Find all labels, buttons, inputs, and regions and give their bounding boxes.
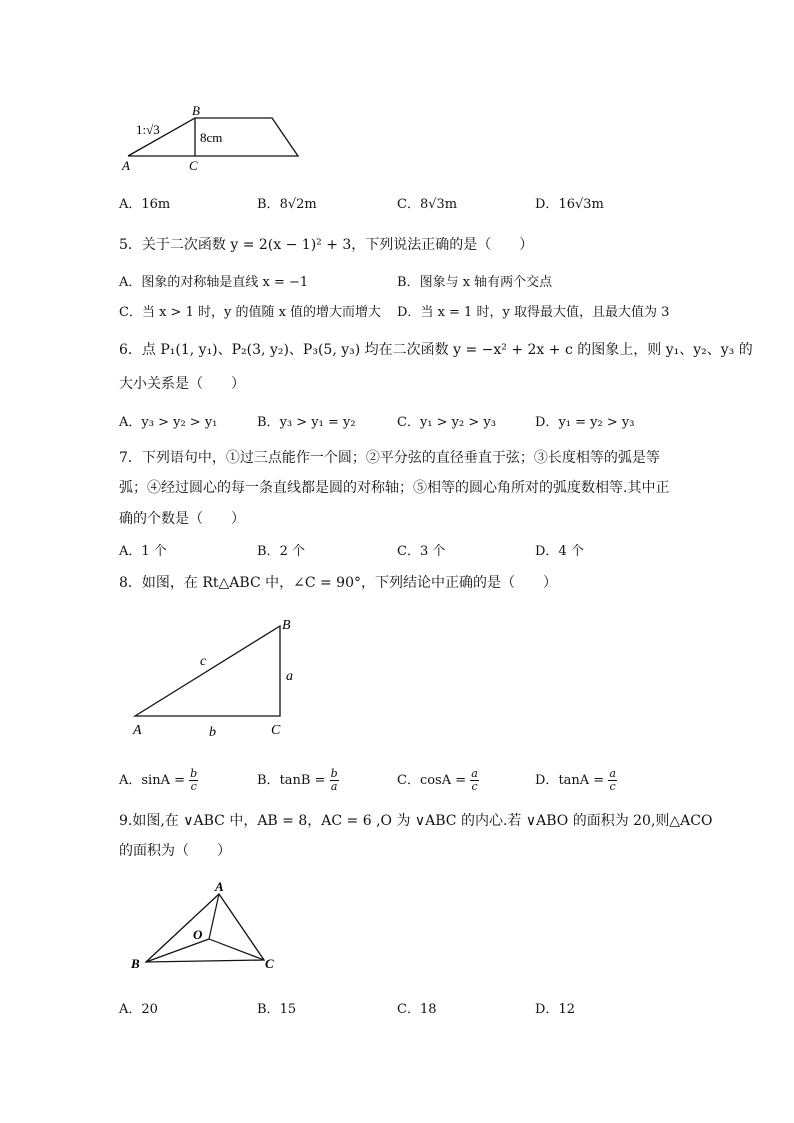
q6-stem-line2: 大小关系是（ ） [119, 376, 245, 392]
vertex-c-label: C [189, 158, 198, 173]
triangle-outline [135, 626, 280, 716]
q8-stem: 8．如图，在 Rt△ABC 中，∠C = 90°，下列结论中正确的是（ ） [119, 575, 557, 591]
segment-ao [209, 894, 219, 939]
q7-option-a[interactable]: A．1 个 [119, 544, 167, 559]
fraction: $\frac{a}{c}$ [471, 767, 478, 793]
vertex-a-label: A [133, 723, 142, 738]
q8-option-a[interactable]: A．sinA = $\frac{b}{c}$ [119, 767, 198, 793]
q5-option-c[interactable]: C．当 x > 1 时，y 的值随 x 值的增大而增大 [119, 305, 382, 320]
q8-right-triangle-figure [125, 612, 305, 742]
q7-option-d[interactable]: D．4 个 [535, 544, 584, 559]
q7-stem-line2: 弧；④经过圆心的每一条直线都是圆的对称轴；⑤相等的圆心角所对的弧度数相等.其中正 [119, 480, 670, 496]
q6-option-d[interactable]: D．y₁ = y₂ > y₃ [535, 415, 635, 430]
vertex-b-label: B [192, 103, 200, 118]
side-b-label: b [209, 725, 216, 740]
height-label: 8cm [200, 130, 223, 145]
q9-option-b[interactable]: B．15 [257, 1002, 297, 1017]
q7-stem-line1: 7．下列语句中，①过三点能作一个圆；②平分弦的直径垂直于弦；③长度相等的弧是等 [119, 450, 660, 466]
q9-option-c[interactable]: C．18 [397, 1002, 437, 1017]
vertex-c-label: C [265, 956, 274, 971]
q6-option-b[interactable]: B．y₃ > y₁ = y₂ [257, 415, 356, 430]
q5-option-a[interactable]: A．图象的对称轴是直线 x = −1 [119, 275, 309, 290]
q6-stem-line1: 6．点 P₁(1, y₁)、P₂(3, y₂)、P₃(5, y₃) 均在二次函数 y = −x² + 2x + c 的图象上，则 y₁、y₂、y₃ 的 [119, 342, 753, 358]
q5-option-d[interactable]: D．当 x = 1 时，y 取得最大值，且最大值为 3 [397, 305, 670, 320]
q6-option-c[interactable]: C．y₁ > y₂ > y₃ [397, 415, 496, 430]
q9-stem-line2: 的面积为（ ） [119, 843, 231, 859]
q8-option-d[interactable]: D．tanA = $\frac{a}{c}$ [535, 767, 616, 793]
q7-stem-line3: 确的个数是（ ） [119, 511, 245, 527]
fraction: $\frac{b}{a}$ [330, 767, 338, 793]
vertex-a-label: A [215, 879, 224, 894]
fraction: $\frac{b}{c}$ [190, 767, 198, 793]
side-c-label: c [200, 654, 207, 669]
q9-option-a[interactable]: A．20 [119, 1002, 158, 1017]
fraction: $\frac{a}{c}$ [609, 767, 616, 793]
vertex-b-label: B [282, 618, 291, 633]
slope-label: 1:√3 [136, 122, 160, 137]
q8-option-c[interactable]: C．cosA = $\frac{a}{c}$ [397, 767, 478, 793]
side-a-label: a [286, 669, 293, 684]
q8-option-b[interactable]: B．tanB = $\frac{b}{a}$ [257, 767, 338, 793]
q5-stem: 5．关于二次函数 y = 2(x − 1)² + 3，下列说法正确的是（ ） [119, 237, 534, 253]
q9-triangle-incenter-figure [125, 876, 285, 976]
q9-stem-line1: 9.如图,在 ∨ABC 中，AB = 8，AC = 6 ,O 为 ∨ABC 的内心.若 ∨ABO 的面积为 20,则△ACO [119, 813, 713, 829]
segment-co [209, 939, 264, 960]
q9-option-d[interactable]: D．12 [535, 1002, 575, 1017]
q4-option-a[interactable]: A．16m [119, 197, 171, 212]
q5-option-b[interactable]: B．图象与 x 轴有两个交点 [397, 275, 553, 290]
vertex-c-label: C [271, 723, 281, 738]
q4-option-b[interactable]: B．8√2m [257, 197, 317, 212]
vertex-a-label: A [122, 158, 130, 173]
q4-trapezoid-figure [110, 100, 310, 175]
vertex-b-label: B [131, 956, 140, 971]
triangle-outline [146, 894, 264, 962]
segment-bo [146, 939, 209, 962]
q4-option-d[interactable]: D．16√3m [535, 197, 604, 212]
q6-option-a[interactable]: A．y₃ > y₂ > y₁ [119, 415, 218, 430]
q7-option-c[interactable]: C．3 个 [397, 544, 446, 559]
q7-option-b[interactable]: B．2 个 [257, 544, 305, 559]
q4-option-c[interactable]: C．8√3m [397, 197, 458, 212]
incenter-o-label: O [193, 927, 203, 942]
